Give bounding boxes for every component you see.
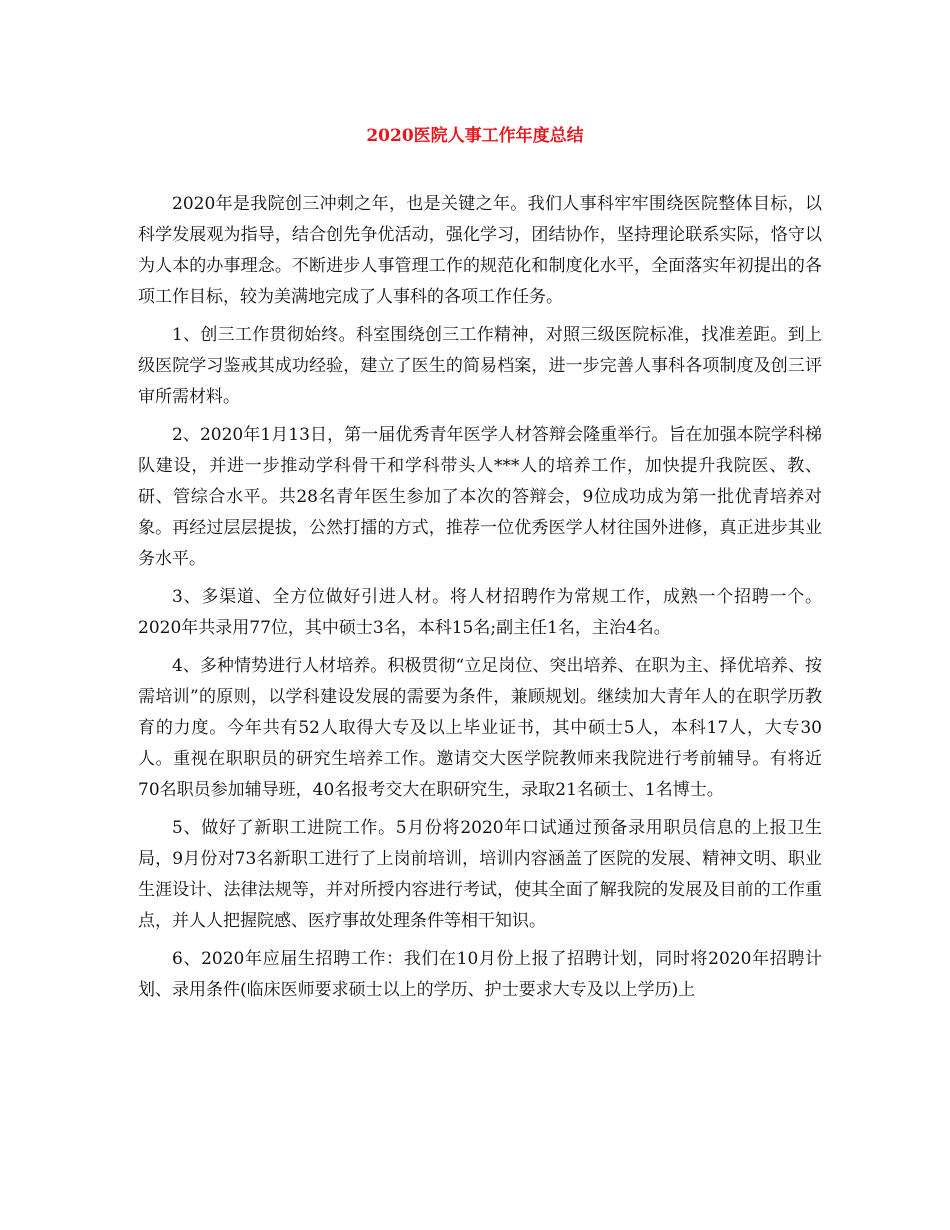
paragraph-item-6: 6、2020年应届生招聘工作：我们在10月份上报了招聘计划，同时将2020年招聘计划、录用条件(临床医师要求硕士以上的学历、护士要求大专及以上学历)上	[138, 949, 822, 1000]
paragraph-item-4: 4、多种情势进行人材培养。积极贯彻“立足岗位、突出培养、在职为主、择优培养、按需培训”的原则，以学科建设发展的需要为条件，兼顾规划。继续加大青年人的在职学历教育的力度。今年共有52人取得大专及以上毕业证书，其中硕士5人，本科17人，大专30人。重视在职职员的研究生培养工作。邀请交大医学院教师来我院进行考前辅导。有将近70名职员参加辅导班，40名报考交大在职研究生，录取21名硕士、1名博士。	[138, 656, 822, 800]
paragraph-item-1: 1、创三工作贯彻始终。科室围绕创三工作精神，对照三级医院标准，找准差距。到上级医院学习鉴戒其成功经验，建立了医生的简易档案，进一步完善人事科各项制度及创三评审所需材料。	[138, 325, 822, 407]
document-title: 2020医院人事工作年度总结	[366, 126, 584, 146]
paragraph-intro: 2020年是我院创三冲刺之年，也是关键之年。我们人事科牢牢围绕医院整体目标，以科学发展观为指导，结合创先争优活动，强化学习，团结协作，坚持理论联系实际，恪守以为人本的办事理念。不断进步人事管理工作的规范化和制度化水平，全面落实年初提出的各项工作目标，较为美满地完成了人事科的各项工作任务。	[138, 194, 822, 307]
paragraph-item-3: 3、多渠道、全方位做好引进人材。将人材招聘作为常规工作，成熟一个招聘一个。2020年共录用77位，其中硕士3名，本科15名;副主任1名，主治4名。	[138, 587, 822, 638]
paragraph-item-2: 2、2020年1月13日，第一届优秀青年医学人材答辩会隆重举行。旨在加强本院学科梯队建设，并进一步推动学科骨干和学科带头人***人的培养工作，加快提升我院医、教、研、管综合水平。共28名青年医生参加了本次的答辩会，9位成功成为第一批优青培养对象。再经过层层提拔，公然打擂的方式，推荐一位优秀医学人材往国外进修，真正进步其业务水平。	[138, 425, 822, 569]
document-body	[138, 189, 822, 1013]
paragraph-item-5: 5、做好了新职工进院工作。5月份将2020年口试通过预备录用职员信息的上报卫生局，9月份对73名新职工进行了上岗前培训，培训内容涵盖了医院的发展、精神文明、职业生涯设计、法律法规等，并对所授内容进行考试，使其全面了解我院的发展及目前的工作重点，并人人把握院感、医疗事故处理条件等相干知识。	[138, 818, 822, 931]
